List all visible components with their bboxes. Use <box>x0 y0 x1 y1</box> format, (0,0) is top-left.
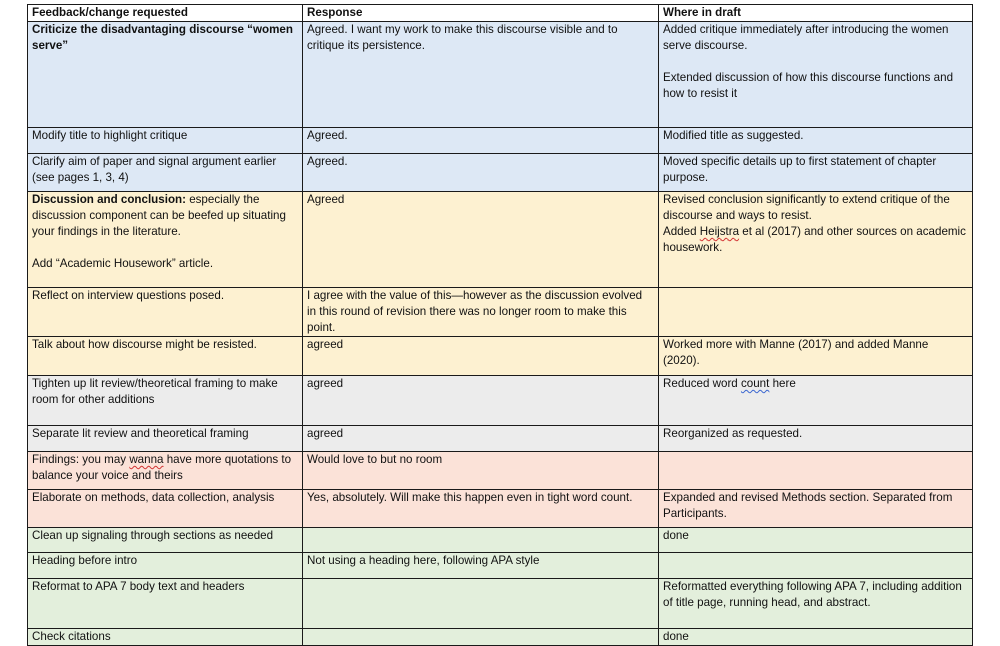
where-cell: Moved specific details up to first statement of chapter purpose. <box>659 154 973 192</box>
feedback-text: Criticize the disadvantaging discourse “women serve” <box>32 23 297 52</box>
feedback-cell: Clean up signaling through sections as needed <box>28 528 303 553</box>
where-cell: Expanded and revised Methods section. Separated from Participants. <box>659 490 973 528</box>
spellcheck-word[interactable]: Heijstra <box>699 225 740 238</box>
feedback-text: especially the discussion component can be beefed up situating your findings in the literature. Add “Academic Housework” article. <box>32 193 286 270</box>
response-cell: Agreed. I want my work to make this discourse visible and to critique its persistence. <box>303 22 659 128</box>
feedback-cell: Modify title to highlight critique <box>28 128 303 154</box>
header-feedback: Feedback/change requested <box>28 5 303 22</box>
where-cell <box>659 376 973 426</box>
feedback-cell: Clarify aim of paper and signal argument earlier (see pages 1, 3, 4) <box>28 154 303 192</box>
table-row <box>28 490 973 528</box>
where-cell <box>659 452 973 490</box>
where-cell: Added critique immediately after introducing the women serve discourse. Extended discussion of how this discourse functions and how to resist it <box>659 22 973 128</box>
feedback-cell: Elaborate on methods, data collection, analysis <box>28 490 303 528</box>
feedback-cell <box>28 22 303 128</box>
response-cell: Agreed <box>303 192 659 288</box>
table-row <box>28 154 973 192</box>
table-row <box>28 528 973 553</box>
table-row <box>28 553 973 579</box>
table-row <box>28 337 973 376</box>
response-cell: Agreed. <box>303 128 659 154</box>
response-cell: I agree with the value of this—however as the discussion evolved in this round of revision there was no longer room to make this point. <box>303 288 659 337</box>
where-cell: Modified title as suggested. <box>659 128 973 154</box>
table-row <box>28 288 973 337</box>
header-response: Response <box>303 5 659 22</box>
header-where: Where in draft <box>659 5 973 22</box>
response-cell: Agreed. <box>303 154 659 192</box>
header-row <box>28 5 973 22</box>
where-cell: done <box>659 528 973 553</box>
where-cell <box>659 192 973 288</box>
feedback-text-post: have more quotations to balance your voice and theirs <box>32 453 295 482</box>
feedback-cell: Check citations <box>28 629 303 646</box>
where-text-pre: Reduced word <box>663 377 741 390</box>
feedback-cell: Tighten up lit review/theoretical framing to make room for other additions <box>28 376 303 426</box>
table-row <box>28 22 973 128</box>
response-cell <box>303 528 659 553</box>
response-cell <box>303 629 659 646</box>
feedback-heading: Discussion and conclusion: <box>32 193 186 206</box>
feedback-cell: Separate lit review and theoretical framing <box>28 426 303 452</box>
feedback-cell: Reflect on interview questions posed. <box>28 288 303 337</box>
where-text-post: et al (2017) and other sources on academic housework. <box>663 225 970 254</box>
where-cell: Worked more with Manne (2017) and added Manne (2020). <box>659 337 973 376</box>
feedback-cell <box>28 452 303 490</box>
response-cell: agreed <box>303 376 659 426</box>
table-row <box>28 426 973 452</box>
where-cell: Reorganized as requested. <box>659 426 973 452</box>
response-cell: Not using a heading here, following APA style <box>303 553 659 579</box>
table-row <box>28 192 973 288</box>
table-row <box>28 128 973 154</box>
spellcheck-word[interactable]: wanna <box>129 453 164 466</box>
response-cell: agreed <box>303 337 659 376</box>
feedback-text-pre: Findings: you may <box>32 453 130 466</box>
feedback-cell <box>28 192 303 288</box>
response-cell: Yes, absolutely. Will make this happen even in tight word count. <box>303 490 659 528</box>
table-row <box>28 452 973 490</box>
response-cell <box>303 579 659 629</box>
feedback-cell: Talk about how discourse might be resisted. <box>28 337 303 376</box>
where-cell: Reformatted everything following APA 7, including addition of title page, running head, and abstract. <box>659 579 973 629</box>
where-text: Revised conclusion significantly to extend critique of the discourse and ways to resist. <box>663 193 954 222</box>
where-cell: done <box>659 629 973 646</box>
table-row <box>28 579 973 629</box>
table-row <box>28 376 973 426</box>
where-cell <box>659 288 973 337</box>
where-text-post: here <box>769 377 796 390</box>
response-cell: agreed <box>303 426 659 452</box>
feedback-cell: Heading before intro <box>28 553 303 579</box>
feedback-cell: Reformat to APA 7 body text and headers <box>28 579 303 629</box>
grammar-check-word[interactable]: count <box>740 377 770 390</box>
where-cell <box>659 553 973 579</box>
where-text-pre: Added <box>663 225 700 238</box>
feedback-table <box>27 4 973 646</box>
response-cell: Would love to but no room <box>303 452 659 490</box>
table-row <box>28 629 973 646</box>
